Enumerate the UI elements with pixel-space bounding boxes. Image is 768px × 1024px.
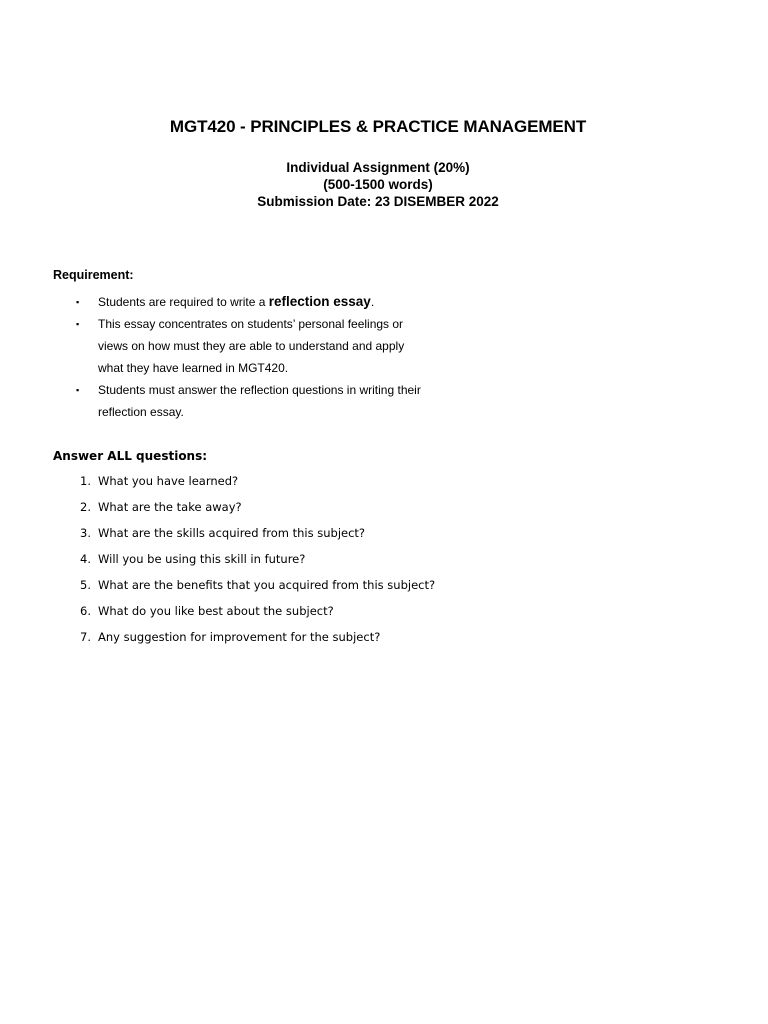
question-item [53,601,553,627]
question-text: What do you like best about the subject? [98,604,334,618]
requirement-heading: Requirement: [53,268,134,282]
requirement-item [53,379,453,423]
word-count: (500-1500 words) [323,177,433,192]
requirement-line: reflection essay. [98,405,184,419]
questions-heading: Answer ALL questions: [53,449,208,463]
question-text: What are the skills acquired from this subject? [98,526,366,540]
question-text: What you have learned? [98,474,239,488]
submission-date: Submission Date: 23 DISEMBER 2022 [257,194,499,209]
question-item [53,627,553,653]
requirement-line: what they have learned in MGT420. [98,361,289,375]
requirement-item [53,313,453,379]
question-item [53,575,553,601]
question-item [53,497,553,523]
bullet-icon: ▪ [76,319,80,329]
question-number: 3. [80,526,91,540]
requirement-line: Students must answer the reflection questions in writing their [98,383,421,397]
requirement-list [53,291,453,423]
bullet-icon: ▪ [76,297,80,307]
requirement-emphasis: reflection essay [268,294,371,309]
question-number: 6. [80,604,91,618]
question-number: 7. [80,630,91,644]
question-item [53,549,553,575]
requirement-text: Students are required to write a [98,295,269,309]
question-text: What are the benefits that you acquired from this subject? [98,578,436,592]
document-title: MGT420 - PRINCIPLES & PRACTICE MANAGEMENT [169,117,587,136]
bullet-icon: ▪ [76,385,80,395]
requirement-text-end: . [370,295,375,309]
question-text: Any suggestion for improvement for the subject? [98,630,381,644]
question-number: 1. [80,474,91,488]
requirement-item [53,291,453,313]
assignment-type: Individual Assignment (20%) [286,160,470,175]
question-number: 4. [80,552,91,566]
assignment-info [0,159,756,210]
question-text: Will you be using this skill in future? [98,552,306,566]
question-text: What are the take away? [98,500,242,514]
questions-list [53,471,553,653]
question-number: 5. [80,578,91,592]
question-item [53,471,553,497]
requirement-line: This essay concentrates on students’ personal feelings or [98,317,404,331]
requirement-line: views on how must they are able to understand and apply [98,339,405,353]
question-number: 2. [80,500,91,514]
question-item [53,523,553,549]
